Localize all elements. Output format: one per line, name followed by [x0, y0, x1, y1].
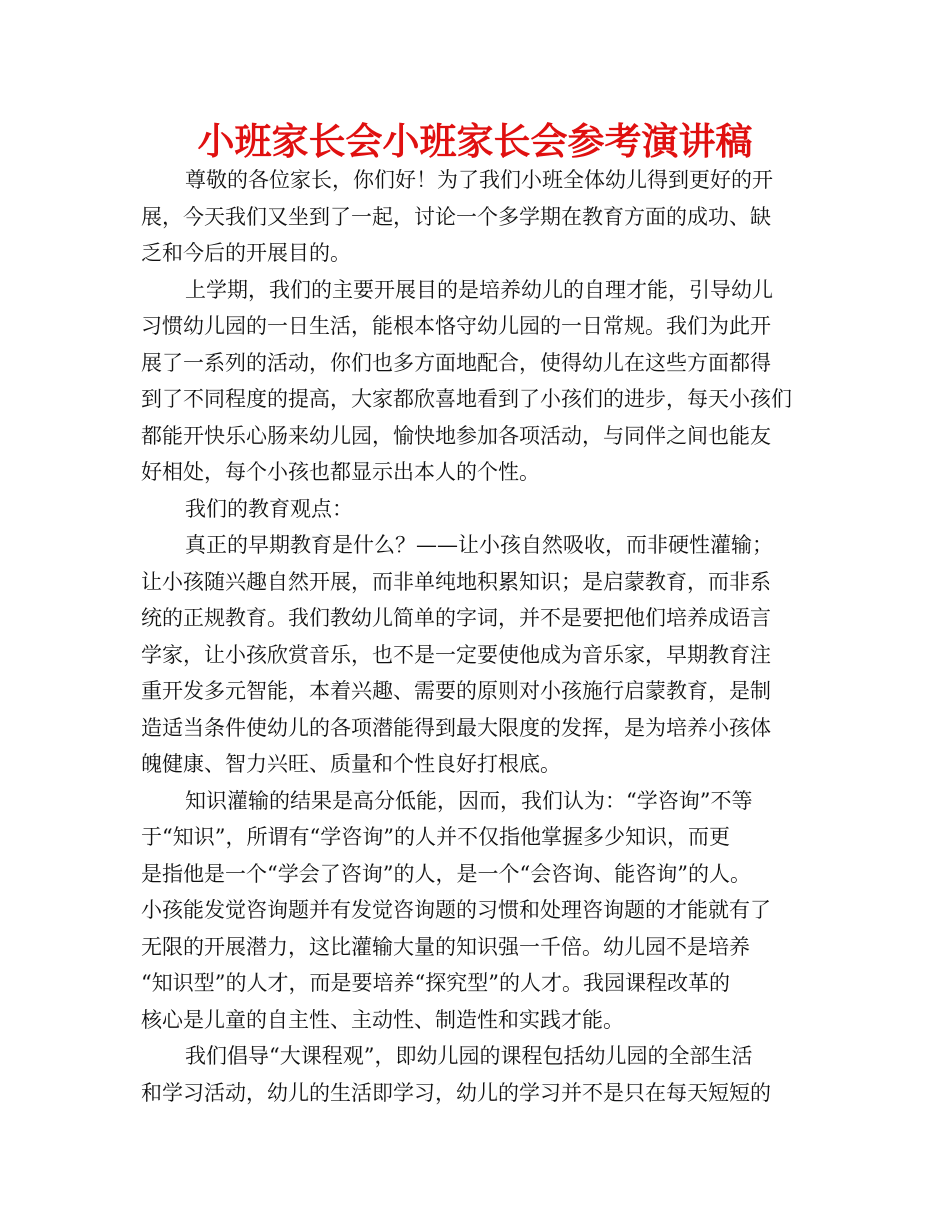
paragraph-line: 展，今天我们又坐到了一起，讨论一个多学期在教育方面的成功、缺: [141, 204, 771, 229]
paragraph-line: 到了不同程度的提高，大家都欣喜地看到了小孩们的进步，每天小孩们: [141, 387, 792, 411]
paragraph-line: 魄健康、智力兴旺、质量和个性良好打根底。: [141, 752, 561, 776]
paragraph-line: 习惯幼儿园的一日生活，能根本恪守幼儿园的一日常规。我们为此开: [141, 314, 771, 338]
paragraph-line: 无限的开展潜力，这比灌输大量的知识强一千倍。幼儿园不是培养: [141, 934, 750, 959]
paragraph-line: 造适当条件使幼儿的各项潜能得到最大限度的发挥，是为培养小孩体: [141, 715, 771, 740]
paragraph-line: 让小孩随兴趣自然开展，而非单纯地积累知识；是启蒙教育，而非系: [141, 569, 771, 594]
paragraph-line: 于“知识”，所谓有“学咨询”的人并不仅指他掌握多少知识，而更: [141, 825, 730, 849]
paragraph-line: 上学期，我们的主要开展目的是培养幼儿的自理才能，引导幼儿: [185, 277, 773, 302]
paragraph-line: 我们倡导“大课程观”，即幼儿园的课程包括幼儿园的全部生活: [185, 1044, 753, 1068]
paragraph-line: 学家，让小孩欣赏音乐，也不是一定要使他成为音乐家，早期教育注: [141, 642, 771, 667]
paragraph-line: 和学习活动，幼儿的生活即学习，幼儿的学习并不是只在每天短短的: [141, 1080, 771, 1105]
document-title: 小班家长会小班家长会参考演讲稿: [197, 120, 753, 163]
paragraph-line: 我们的教育观点：: [185, 496, 353, 521]
paragraph-line: 重开发多元智能，本着兴趣、需要的原则对小孩施行启蒙教育，是制: [141, 679, 771, 703]
paragraph-line: 尊敬的各位家长，你们好！为了我们小班全体幼儿得到更好的开: [185, 168, 773, 192]
paragraph-line: 真正的早期教育是什么？——让小孩自然吸收，而非硬性灌输；: [185, 533, 773, 557]
paragraph-line: 展了一系列的活动，你们也多方面地配合，使得幼儿在这些方面都得: [141, 350, 771, 375]
document-body: [141, 162, 817, 1111]
paragraph-line: 是指他是一个“学会了咨询”的人，是一个“会咨询、能咨询”的人。: [141, 861, 751, 886]
paragraph-line: 都能开快乐心肠来幼儿园，愉快地参加各项活动，与同伴之间也能友: [141, 423, 771, 448]
paragraph-line: 知识灌输的结果是高分低能，因而，我们认为：“学咨询”不等: [185, 788, 753, 813]
paragraph-line: 统的正规教育。我们教幼儿简单的字词，并不是要把他们培养成语言: [141, 606, 771, 630]
paragraph-line: 小孩能发觉咨询题并有发觉咨询题的习惯和处理咨询题的才能就有了: [141, 898, 771, 922]
paragraph-line: “知识型”的人才，而是要培养“探究型”的人才。我园课程改革的: [141, 971, 730, 995]
paragraph-line: 好相处，每个小孩也都显示出本人的个性。: [141, 460, 540, 484]
paragraph-line: 乏和今后的开展目的。: [141, 241, 351, 265]
paragraph-line: 核心是儿童的自主性、主动性、制造性和实践才能。: [141, 1007, 624, 1032]
